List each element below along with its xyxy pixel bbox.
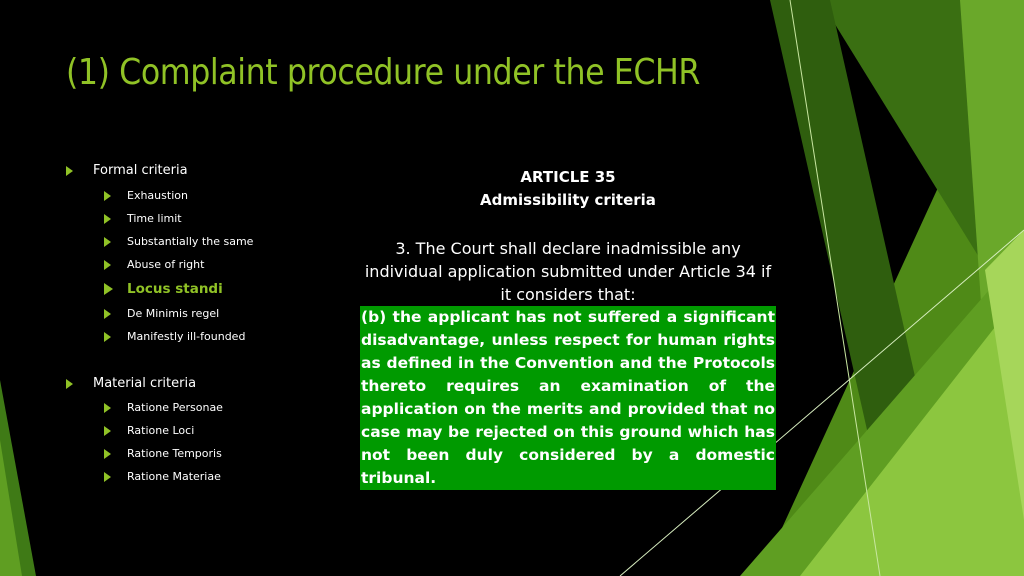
list-item: Abuse of right <box>127 258 205 271</box>
list-item: Time limit <box>127 212 182 225</box>
triangle-bullet-icon <box>104 309 111 319</box>
article-paragraph: 3. The Court shall declare inadmissible any individual application submitted under Article 34 if it considers that: <box>364 239 772 304</box>
article-box <box>360 166 776 490</box>
formal-criteria-heading: Formal criteria <box>93 163 188 178</box>
highlighted-provision: (b) the applicant has not suffered a significant disadvantage, unless respect for human rights as defined in the Convention and the Protocols thereto requires an examination of the application on the merits and provided that no case may be rejected on this ground which has not been duly considered by a domestic tribunal. <box>360 306 776 490</box>
list-item: Ratione Personae <box>127 401 223 414</box>
triangle-bullet-icon <box>66 166 73 176</box>
list-item: Ratione Temporis <box>127 447 222 460</box>
triangle-bullet-icon <box>104 403 111 413</box>
article-heading: ARTICLE 35 <box>520 168 616 186</box>
triangle-bullet-icon <box>104 191 111 201</box>
list-item: De Minimis regel <box>127 307 220 320</box>
triangle-bullet-icon <box>104 237 111 247</box>
triangle-bullet-icon <box>104 260 111 270</box>
material-criteria-heading: Material criteria <box>93 376 197 391</box>
triangle-bullet-icon <box>104 472 111 482</box>
list-item: Ratione Materiae <box>127 470 221 483</box>
list-item: Ratione Loci <box>127 424 195 437</box>
triangle-bullet-icon <box>66 379 73 389</box>
list-item: Manifestly ill-founded <box>127 330 246 343</box>
triangle-bullet-icon <box>104 449 111 459</box>
list-item-highlighted: Locus standi <box>127 281 223 297</box>
triangle-bullet-icon <box>104 214 111 224</box>
list-item: Exhaustion <box>127 189 188 202</box>
list-item: Substantially the same <box>127 235 254 248</box>
triangle-bullet-icon <box>104 283 113 295</box>
triangle-bullet-icon <box>104 426 111 436</box>
slide-title: (1) Complaint procedure under the ECHR <box>66 52 700 93</box>
article-subheading: Admissibility criteria <box>480 191 656 209</box>
triangle-bullet-icon <box>104 332 111 342</box>
